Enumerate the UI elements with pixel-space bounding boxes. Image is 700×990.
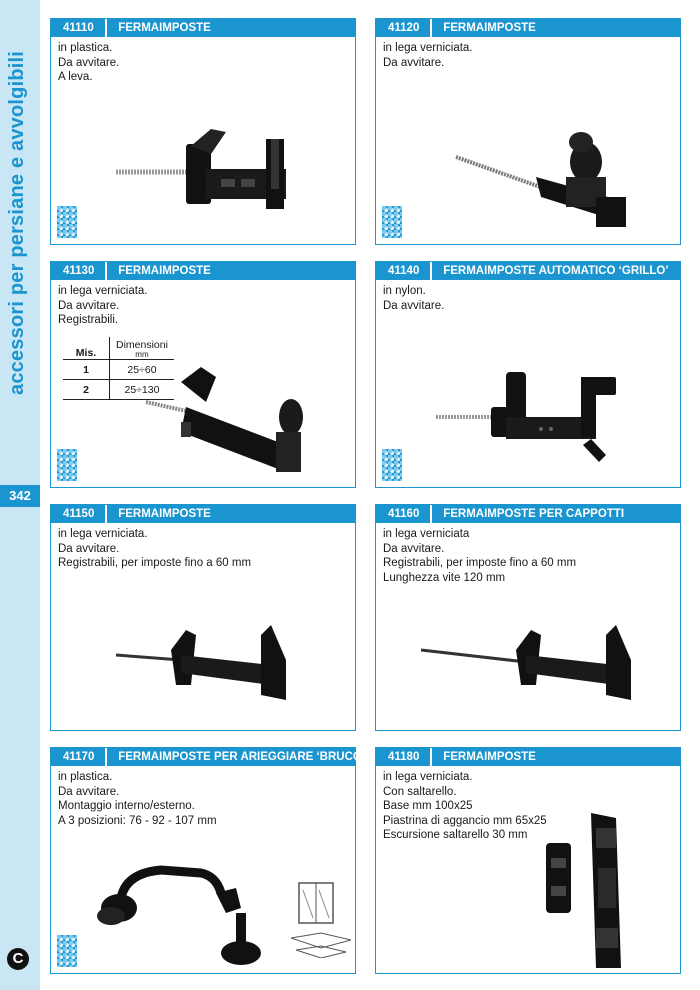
product-image	[446, 127, 626, 237]
product-image	[416, 620, 636, 705]
product-description	[383, 284, 444, 313]
desc-line: Lunghezza vite 120 mm	[383, 571, 506, 584]
product-card-41180[interactable]	[375, 747, 681, 974]
product-description	[383, 41, 473, 70]
product-code: 41160	[388, 508, 420, 520]
packaging-icon	[382, 206, 402, 238]
product-card-41160[interactable]	[375, 504, 681, 731]
card-header	[51, 19, 355, 37]
product-image	[111, 124, 301, 224]
card-header	[51, 505, 355, 523]
desc-line: Da avvitare.	[383, 56, 445, 69]
product-title: FERMAIMPOSTE	[443, 22, 536, 34]
product-image	[141, 362, 341, 482]
desc-line: Da avvitare.	[58, 785, 120, 798]
desc-line: in lega verniciata.	[58, 285, 148, 297]
product-image	[536, 808, 636, 973]
desc-line: Montaggio interno/esterno.	[58, 800, 195, 812]
product-description	[58, 527, 251, 571]
card-header	[51, 262, 355, 280]
product-image	[91, 858, 261, 968]
dimensions-unit: mm	[135, 350, 149, 359]
row-mis: 1	[63, 360, 110, 380]
desc-line: Con saltarello.	[383, 785, 457, 798]
card-header	[376, 19, 680, 37]
packaging-icon	[382, 449, 402, 481]
product-title: FERMAIMPOSTE PER CAPPOTTI	[443, 508, 625, 520]
packaging-icon	[57, 206, 77, 238]
table-header-dimensions	[110, 337, 174, 360]
product-card-41170[interactable]	[50, 747, 366, 974]
product-description	[383, 770, 547, 843]
product-card-41130[interactable]	[50, 261, 356, 488]
desc-line: Da avvitare.	[58, 56, 120, 69]
desc-line: Da avvitare.	[58, 299, 120, 312]
card-header	[376, 748, 680, 766]
section-title-vertical	[4, 50, 36, 400]
desc-line: Registrabili, per imposte fino a 60 mm	[383, 557, 577, 569]
desc-line: in nylon.	[383, 285, 426, 297]
section-title: accessori per persiane e avvolgibili	[6, 50, 28, 395]
desc-line: in plastica.	[58, 42, 113, 54]
product-title: FERMAIMPOSTE AUTOMATICO ‘GRILLO’	[443, 265, 669, 277]
desc-line: in lega verniciata.	[58, 528, 148, 540]
product-description	[383, 527, 576, 585]
desc-line: in plastica.	[58, 771, 113, 783]
product-code: 41120	[388, 22, 420, 34]
product-card-41120[interactable]	[375, 18, 681, 245]
product-title: FERMAIMPOSTE PER ARIEGGIARE ‘BRUCO’	[118, 751, 366, 763]
desc-line: A leva.	[58, 71, 93, 83]
desc-line: in lega verniciata.	[383, 771, 473, 783]
product-code: 41140	[388, 265, 420, 277]
card-header	[51, 748, 366, 766]
dimensions-label: Dimensioni	[116, 339, 168, 351]
page-number: 342	[0, 485, 40, 507]
brand-logo-icon: C	[7, 948, 29, 970]
card-header	[376, 262, 680, 280]
row-dim: 25÷60	[110, 360, 174, 380]
desc-line: in lega verniciata.	[383, 42, 473, 54]
sidebar	[0, 0, 40, 990]
product-code: 41180	[388, 751, 420, 763]
desc-line: Escursione saltarello 30 mm	[383, 829, 528, 841]
product-code: 41170	[63, 751, 95, 763]
product-title: FERMAIMPOSTE	[118, 22, 211, 34]
row-dim: 25÷130	[110, 380, 174, 400]
product-title: FERMAIMPOSTE	[443, 751, 536, 763]
product-code: 41150	[63, 508, 95, 520]
product-image	[111, 625, 301, 710]
product-code: 41110	[63, 22, 94, 34]
desc-line: Da avvitare.	[383, 542, 445, 555]
desc-line: Piastrina di aggancio mm 65x25	[383, 814, 547, 827]
desc-line: Base mm 100x25	[383, 800, 473, 812]
product-code: 41130	[63, 265, 95, 277]
packaging-icon	[57, 449, 77, 481]
product-title: FERMAIMPOSTE	[118, 508, 211, 520]
desc-line: Da avvitare.	[383, 299, 445, 312]
desc-line: Registrabili, per imposte fino a 60 mm	[58, 557, 252, 569]
product-card-41110[interactable]	[50, 18, 356, 245]
desc-line: Registrabili.	[58, 314, 119, 326]
packaging-icon	[57, 935, 77, 967]
product-description	[58, 41, 119, 85]
card-header	[376, 505, 680, 523]
desc-line: A 3 posizioni: 76 - 92 - 107 mm	[58, 814, 217, 827]
product-card-41150[interactable]	[50, 504, 356, 731]
table-header-mis: Mis.	[63, 337, 110, 360]
product-title: FERMAIMPOSTE	[118, 265, 211, 277]
row-mis: 2	[63, 380, 110, 400]
desc-line: in lega verniciata	[383, 528, 470, 540]
product-description	[58, 284, 148, 328]
product-description	[58, 770, 217, 828]
product-card-41140[interactable]	[375, 261, 681, 488]
desc-line: Da avvitare.	[58, 542, 120, 555]
product-image	[431, 367, 621, 467]
installation-diagram	[291, 878, 351, 958]
